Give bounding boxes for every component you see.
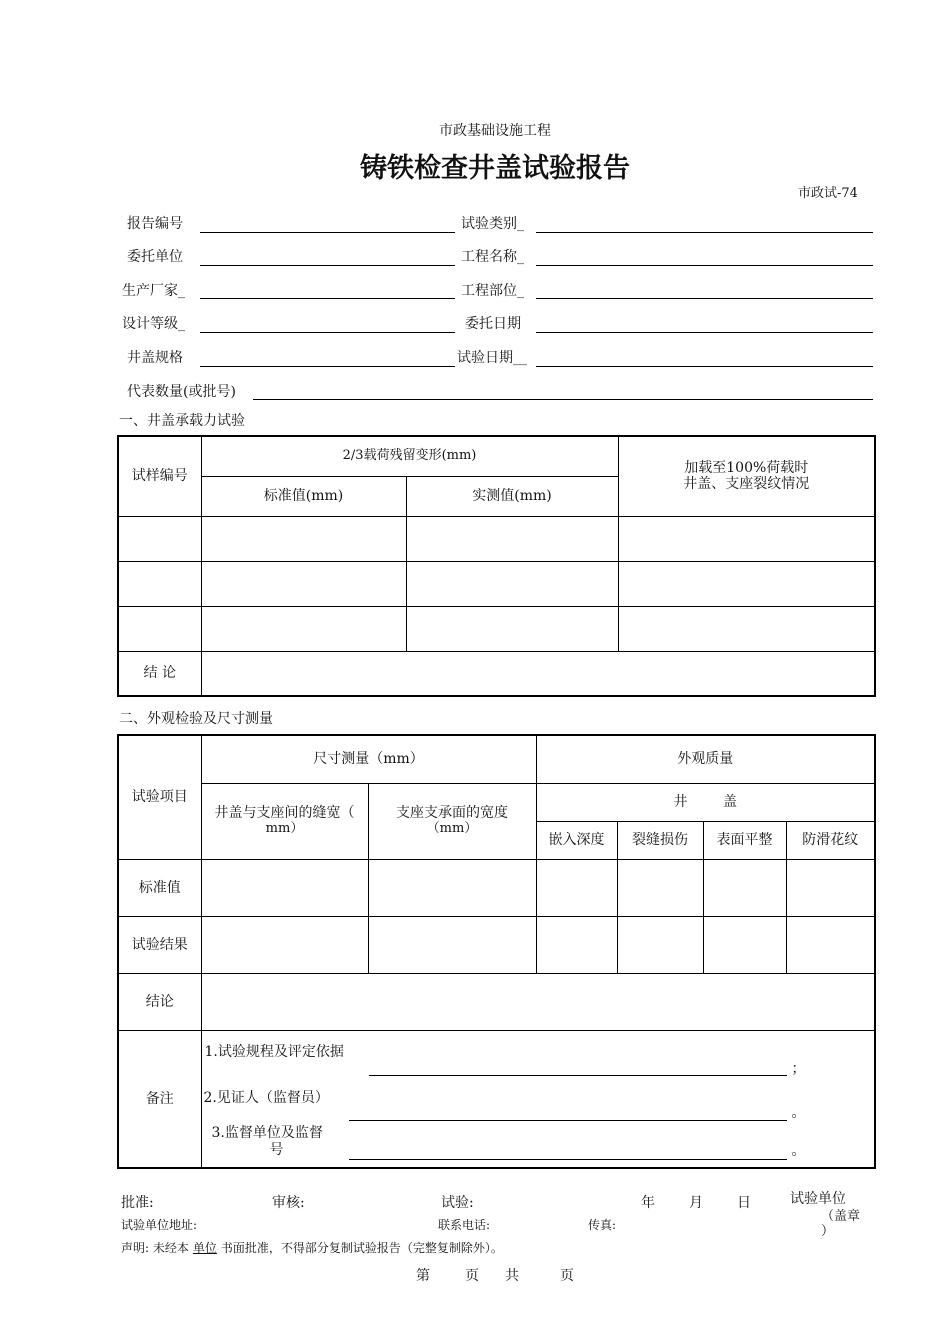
remark-2-field[interactable] [349,1120,787,1121]
remark-1-field[interactable] [369,1075,787,1076]
conclusion-field[interactable] [201,651,875,696]
table-cell[interactable] [118,516,201,561]
col-crack [618,436,875,516]
client-field[interactable] [200,265,455,266]
client-label: 委托单位 [127,249,183,265]
test-date-field[interactable] [536,366,873,367]
table-cell[interactable] [786,916,875,973]
project-name-field[interactable] [536,265,873,266]
statement-unit: 单位 [192,1241,217,1255]
gap-width-line2: mm） [265,821,304,836]
support-width-header [368,783,536,859]
table-cell[interactable] [406,561,618,606]
remark-3-label-2: 号 [269,1141,284,1158]
seal-label: （盖章 [821,1209,861,1224]
page-no-1: 第 [416,1268,430,1284]
conclusion2-field[interactable] [201,973,875,1030]
statement-post: 书面批准，不得部分复制试验报告（完整复制除外）。 [220,1241,503,1255]
table-cell[interactable] [786,859,875,916]
appearance-table [117,734,876,1169]
test-unit-label: 试验单位 [790,1191,846,1207]
remark-3-label: 3.监督单位及监督 [211,1124,323,1141]
table-cell[interactable] [618,606,875,651]
load-test-table [117,435,876,697]
project-name-label: 工程名称_ [461,249,524,265]
form-code: 市政试-74 [798,186,858,201]
remark-3-end: 。 [791,1142,806,1159]
section1-title: 一、井盖承载力试验 [119,413,245,429]
table-cell[interactable] [703,859,786,916]
test-result-label: 试验结果 [118,916,201,973]
appearance-header: 外观质量 [536,735,875,783]
design-grade-label: 设计等级_ [122,316,185,332]
section2-title: 二、外观检验及尺寸测量 [119,711,273,727]
remark-2-label: 2.见证人（监督员） [203,1089,329,1106]
quantity-label: 代表数量(或批号) [127,384,236,400]
project-part-field[interactable] [536,298,873,299]
anti-slip-header: 防滑花纹 [786,821,875,859]
table-cell[interactable] [406,606,618,651]
page-no-4: 页 [560,1268,574,1284]
col-crack-line1: 加载至100%荷载时 [684,460,809,477]
spec-label: 井盖规格 [127,350,183,366]
table-cell[interactable] [536,859,617,916]
statement-pre: 声明: 未经本 [121,1241,189,1255]
table-cell[interactable] [368,916,536,973]
remarks-label: 备注 [118,1030,201,1168]
support-width-line1: 支座支承面的宽度 [396,805,508,821]
design-grade-field[interactable] [200,332,455,333]
manufacturer-field[interactable] [200,298,455,299]
page-title: 铸铁检查井盖试验报告 [360,153,630,184]
cover-header: 井 盖 [536,783,875,821]
address-label: 试验单位地址: [121,1218,198,1232]
phone-label: 联系电话: [438,1218,491,1232]
review-label: 审核: [272,1195,305,1211]
gap-width-header [201,783,368,859]
report-no-label: 报告编号 [127,216,183,232]
col-standard: 标准值(mm) [201,476,406,516]
test-date-label: 试验日期__ [457,350,527,366]
manufacturer-label: 生产厂家_ [122,283,185,299]
table-cell[interactable] [201,859,368,916]
day-label: 日 [737,1195,751,1211]
surface-flat-header: 表面平整 [703,821,786,859]
table-cell[interactable] [703,916,786,973]
statement [121,1239,503,1256]
table-cell[interactable] [201,916,368,973]
table-cell[interactable] [118,606,201,651]
col-sample-no: 试样编号 [118,436,201,516]
test-item-label: 试验项目 [118,735,201,859]
table-cell[interactable] [118,561,201,606]
report-no-field[interactable] [200,232,455,233]
remarks-cell [201,1030,875,1168]
subtitle: 市政基础设施工程 [439,123,551,139]
table-cell[interactable] [618,561,875,606]
table-cell[interactable] [617,916,703,973]
remark-3-field[interactable] [349,1159,787,1160]
remark-1-end: ； [791,1060,806,1077]
test-type-label: 试验类别_ [461,216,524,232]
gap-width-line1: 井盖与支座间的缝宽（ [214,805,355,821]
table-cell[interactable] [406,516,618,561]
quantity-field[interactable] [253,399,873,400]
standard-value-label: 标准值 [118,859,201,916]
size-measure-header: 尺寸测量（mm） [201,735,536,783]
year-label: 年 [641,1195,655,1211]
remark-1-label: 1.试验规程及评定依据 [204,1043,344,1060]
table-cell[interactable] [201,516,406,561]
page-no-3: 共 [505,1268,519,1284]
col-measured: 实测值(mm) [406,476,618,516]
crack-damage-header: 裂缝损伤 [617,821,703,859]
approve-label: 批准: [121,1195,154,1211]
test-label: 试验: [441,1195,474,1211]
test-type-field[interactable] [536,232,873,233]
month-label: 月 [689,1195,703,1211]
page-no-2: 页 [465,1268,479,1284]
fax-label: 传真: [588,1218,617,1232]
table-cell[interactable] [618,516,875,561]
entrust-date-field[interactable] [536,332,873,333]
table-cell[interactable] [536,916,617,973]
spec-field[interactable] [200,366,455,367]
project-part-label: 工程部位_ [461,283,524,299]
table-cell[interactable] [201,561,406,606]
remark-2-end: 。 [791,1104,806,1121]
conclusion-label: 结 论 [118,651,201,696]
col-crack-line2: 井盖、支座裂纹情况 [683,476,810,493]
table-cell[interactable] [617,859,703,916]
table-cell[interactable] [201,606,406,651]
col-deform: 2/3载荷残留变形(mm) [201,436,618,476]
seal-label-end: ） [821,1224,835,1239]
entrust-date-label: 委托日期 [465,316,521,332]
conclusion2-label: 结论 [118,973,201,1030]
support-width-line2: （mm） [426,821,478,836]
table-cell[interactable] [368,859,536,916]
embed-depth-header: 嵌入深度 [536,821,617,859]
